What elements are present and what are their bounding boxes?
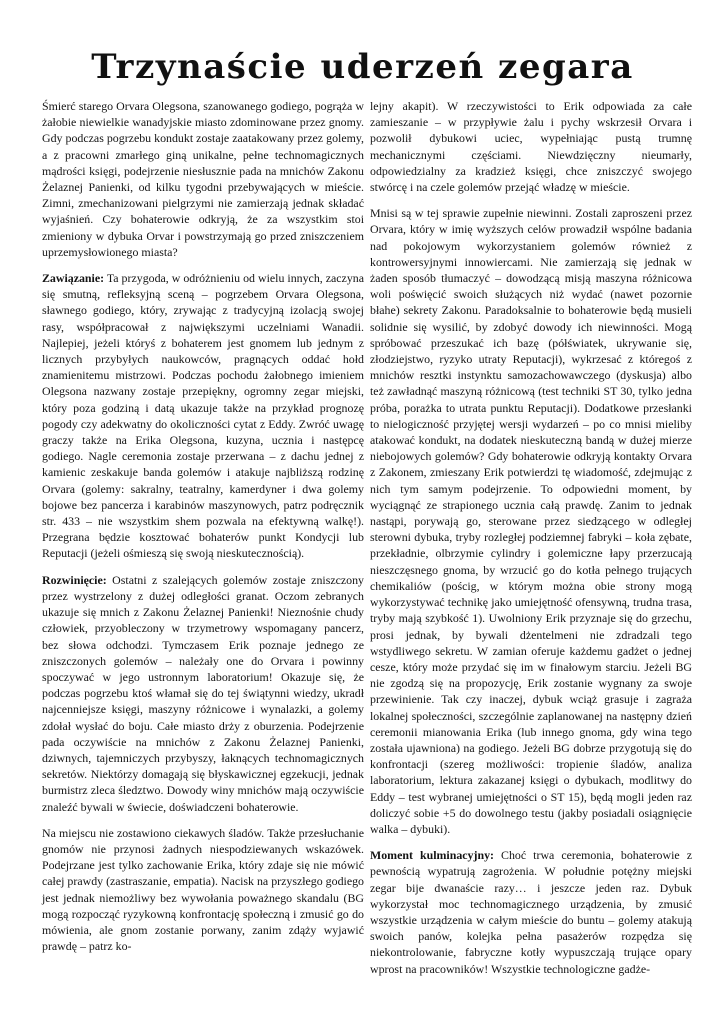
paragraph-continuation: lejny akapit). W rzeczywistości to Erik odpowiada za całe zamieszanie – w przypływie żalu i pychy wskrzesił Orvara i pozwolił dybukowi uciec, wypełniając pustą trumnę mechanicznymi częściami. Niewdzięczny nieumarły, odpowiedzialny za kradzież księgi, chce zniszczyć swojego stwórcę i na czele golemów przejąć władzę w mieście. [370,99,692,195]
page-title: Trzynaście uderzeń zegara [91,47,634,87]
paragraph-kulminacja [370,847,692,977]
paragraph-monks: Mnisi są w tej sprawie zupełnie niewinni. Zostali zaproszeni przez Orvara, który w imię wyższych celów prowadził wspólne badania nad pokojowym wykorzystaniem golemów również z kontrowersyjnymi innowiercami. Nie zamierzają się jednak w żaden sposób tłumaczyć – dowodzącą misją maszyna różnicowa woli poświęcić swoich służących niż wydać (nawet pozornie błahe) sekrety Zakonu. Paradoksalnie to bohaterowie będą musieli solidnie się wysilić, by zdobyć dowody ich niewinności. Mogą spróbować przeszukać ich bazę (półświatek, ukrywanie się, złodziejstwo, ryzyko utraty Reputacji), wykrzesać z któregoś z mnichów resztki instynktu samozachowawczego (dyskusja) albo też zawładnąć maszyną różnicową (test techniki ST 30, tylko jedna próba, porażka to utrata punktu Reputacji). Dodatkowe przesłanki to nielogiczność przyjętej wersji wydarzeń – po co mnisi mieliby atakować kondukt, na dodatek nieskuteczną bandą w dużej mierze niebojowych golemów? Gdy bohaterowie odkryją kontakty Orvara z Zakonem, zmieszany Erik potwierdzi tę wiadomość, zdejmując z nich tym samym podejrzenie. To odpowiedni moment, by wyciągnąć ze strapionego ucznia całą prawdę. Zanim to jednak nastąpi, porywają go, sterowane przez siedzącego w odległej sterowni dybuka, tryby rozległej podziemnej fabryki – koła zębate, przekładnie, olbrzymie cylindry i golemiczne łapy przerzucają nieszczęsnego gnoma, by wrzucić go do kotła pełnego trujących chemikaliów (pościg, w którym można obie strony mogą wykorzystywać technikę jako umiejętność ofensywną, trudna trasa, tryby mają szybkość 1). Uwolniony Erik przyznaje się do grzechu, prosi jednak, by bywali dżentelmeni nie zdradzali tego wstydliwego sekretu. W zamian oferuje każdemu gadżet o jednej cesze, który może przydać się im w finałowym starciu. Jeżeli BG nie zgodzą się na propozycję, Erik zostanie wygnany za swoje przewinienie. Tak czy inaczej, dybuk wciąż grasuje i zagraża lokalnej społeczności, szczególnie zaplanowanej na następny dzień ceremonii mianowania Erika (lub innego gnoma, gdy wina tego została ujawniona) na godiego. Jeżeli BG dobrze przygotują się do konfrontacji (szereg możliwości: tropienie śladów, analiza laboratorium, lektura zakazanej księgi o dybukach, modlitwy do Eddy – test wybranej umiejętności o ST 15), będą mogli jeden raz doliczyć sobie +5 do dowolnego testu (jakby posiadali osiągnięcie walka – dybuki). [370,206,692,836]
left-column [42,98,364,964]
section-heading-zawiazanie: Zawiązanie: [42,271,105,286]
paragraph-zawiazanie [42,270,364,562]
right-column [370,98,692,987]
section-heading-rozwiniecie: Rozwinięcie: [42,572,107,587]
paragraph-rozwiniecie [42,572,364,815]
section-heading-kulminacja: Moment kulminacyjny: [370,848,494,863]
paragraph-text: Ta przygoda, w odróżnieniu od wielu innych, zaczyna się smutną, refleksyjną sceną – pogrzebem Orvara Olegsona, sławnego godiego, który, zrywając z tradycyjną izolacją swojej rasy, współpracował z największymi uczelniami Wanadii. Najlepiej, jeżeli któryś z bohaterem jest gnomem lub jednym z licznych przybyłych naukowców, pragnących oddać hołd znamienitemu mistrzowi. Podczas pochodu żałobnego imieniem Olegsona nazwany zostaje przepiękny, ogromny zegar miejski, który poza godziną i datą ukazuje także na przykład prognozę pogody czy adekwatny do okoliczności cytat z Eddy. Zwróć uwagę graczy także na Erika Olegsona, kuzyna, ucznia i następcę godiego. Nagle ceremonia zostaje przerwana – z dachu jednej z kamienic zeskakuje banda golemów i atakuje najbliższą rodzinę Orvara (golemy: sakralny, teatralny, kamerdyner i dwa golemy bojowe bez pancerza i karabinów maszynowych, patrz podręcznik str. 433 – nie wszystkim shem pozwala na efektywną walkę!). Przegrana będzie kosztować bohaterów punkt Kondycji lub Reputacji (jeżeli ośmieszą się swoją nieskutecznością). [42,271,364,561]
paragraph-text: Choć trwa ceremonia, bohaterowie z pewnością wypatrują zagrożenia. W południe potężny miejski zegar bije dwanaście razy… i jeszcze jeden raz. Dybuk wykorzystał moc technomagicznego urządzenia, by zmusić wszystkie urządzenia w całym mieście do buntu – golemy atakują swoich panów, kolejka pełna pasażerów rozpędza się niekontrolowanie, fabryczne kotły wypuszczają trujące opary wprost na pracowników! Wszystkie technologiczne gadże- [370,848,692,976]
paragraph-investigation: Na miejscu nie zostawiono ciekawych śladów. Także przesłuchanie gnomów nie przynosi żadnych niespodziewanych wskazówek. Podejrzane jest tylko zachowanie Erika, który zdaje się nie mówić całej prawdy (zastraszanie, empatia). Nacisk na przyszłego godiego jest jednak niemożliwy bez wywołania poważnego skandalu (BG mogą rozpocząć ryzykowną konfrontację społeczną i zmusić go do mówienia, ale gnom zostanie porwany, zanim zdąży wyjawić prawdę – patrz ko- [42,825,364,954]
paragraph-text: Ostatni z szalejących golemów zostaje zniszczony przez wystrzelony z dużej odległości granat. Oczom zebranych ukazuje się mnich z Zakonu Żelaznej Panienki! Nieznośnie chudy człowiek, przyobleczony w trzymetrowy wspomagany pancerz, bez słowa odchodzi. Tymczasem Erik poznaje jednego ze zniszczonych golemów – należały one do Orvara i powinny spoczywać w jego ustronnym laboratorium! Okazuje się, że podczas pogrzebu ktoś włamał się do tej świątynni wiedzy, ukradł najcenniejsze księgi, maszyny różnicowe i wynalazki, a golemy zdołał wysłać do boju. Całe miasto drży z oburzenia. Podejrzenie pada oczywiście na mnichów z Zakonu Żelaznej Panienki, dziwnych, tajemniczych przybyszy, łaknących technomagicznych sekretów. Niektórzy domagają się błyskawicznej egzekucji, jednak burmistrz zleca śledztwo. Dowody winy mnichów mają oczywiście znaleźć bywali w świecie, doświadczeni bohaterowie. [42,572,364,814]
intro-paragraph: Śmierć starego Orvara Olegsona, szanowanego godiego, pogrąża w żałobie niewielkie wanadyjskie miasto zdominowane przez gnomy. Gdy podczas pogrzebu kondukt zostaje zaatakowany przez golemy, a z pracowni zmarłego giną unikalne, pełne technomagicznych mądrości księgi, podejrzenie niesłusznie pada na mnichów Zakonu Żelaznej Panienki, od kilku tygodni przebywających w mieście. Zimni, zmechanizowani pielgrzymi nie zamierzają jednak składać wyjaśnień. Czy bohaterowie odkryją, że za wszystkim stoi zmieniony w dybuka Orvar i powstrzymają go przed zniszczeniem uprzemysłowionego miasta? [42,99,364,259]
